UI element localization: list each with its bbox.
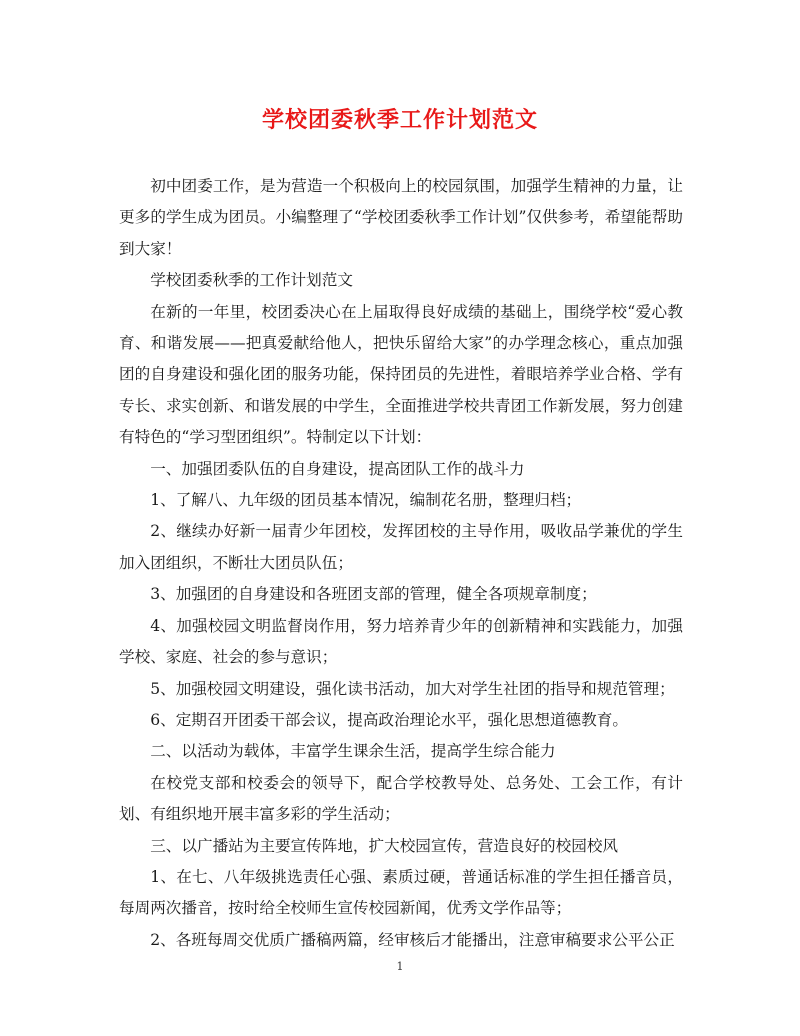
list-item: 2、各班每周交优质广播稿两篇，经审核后才能播出，注意审稿要求公平公正: [150, 930, 675, 949]
list-item: 3、加强团的自身建设和各班团支部的管理，健全各项规章制度；: [150, 585, 597, 604]
list-item: 1、了解八、九年级的团员基本情况，编制花名册，整理归档；: [150, 491, 582, 510]
list-item: 5、加强校园文明建设，强化读书活动，加大对学生社团的指导和规范管理；: [150, 679, 675, 698]
paragraph-subtitle: 学校团委秋季的工作计划范文: [150, 271, 353, 290]
section-heading-1: 一、加强团委队伍的自身建设，提高团队工作的战斗力: [150, 459, 525, 478]
list-item: 6、定期召开团委干部会议，提高政治理论水平，强化思想道德教育。: [150, 710, 628, 729]
paragraph-intro: 初中团委工作，是为营造一个积极向上的校园氛围，加强学生精神的力量，让更多的学生成为团员。小编整理了“学校团委秋季工作计划”仅供参考，希望能帮助到大家！: [119, 177, 683, 258]
list-item: 4、加强校园文明监督岗作用，努力培养青少年的创新精神和实践能力，加强学校、家庭、社会的参与意识；: [119, 616, 683, 667]
section-heading-3: 三、以广播站为主要宣传阵地，扩大校园宣传，营造良好的校园校风: [150, 836, 619, 855]
paragraph: 在校党支部和校委会的领导下，配合学校教导处、总务处、工会工作，有计划、有组织地开展丰富多彩的学生活动；: [119, 773, 683, 824]
paragraph-overview: 在新的一年里，校团委决心在上届取得良好成绩的基础上，围绕学校“爱心教育、和谐发展——把真爱献给他人，把快乐留给大家”的办学理念核心，重点加强团的自身建设和强化团的服务功能，保持团员的先进性，着眼培养学业合格、学有专长、求实创新、和谐发展的中学生，全面推进学校共青团工作新发展，努力创建有特色的“学习型团组织”。特制定以下计划：: [119, 302, 683, 447]
list-item: 1、在七、八年级挑选责任心强、素质过硬，普通话标准的学生担任播音员，每周两次播音，按时给全校师生宣传校园新闻，优秀文学作品等；: [119, 867, 683, 918]
document-title: 学校团委秋季工作计划范文: [261, 107, 538, 133]
document-body: [119, 171, 683, 956]
list-item: 2、继续办好新一届青少年团校，发挥团校的主导作用，吸收品学兼优的学生加入团组织，不断壮大团员队伍；: [119, 522, 683, 572]
section-heading-2: 二、以活动为载体，丰富学生课余生活，提高学生综合能力: [150, 742, 556, 761]
page-number: 1: [396, 960, 404, 973]
